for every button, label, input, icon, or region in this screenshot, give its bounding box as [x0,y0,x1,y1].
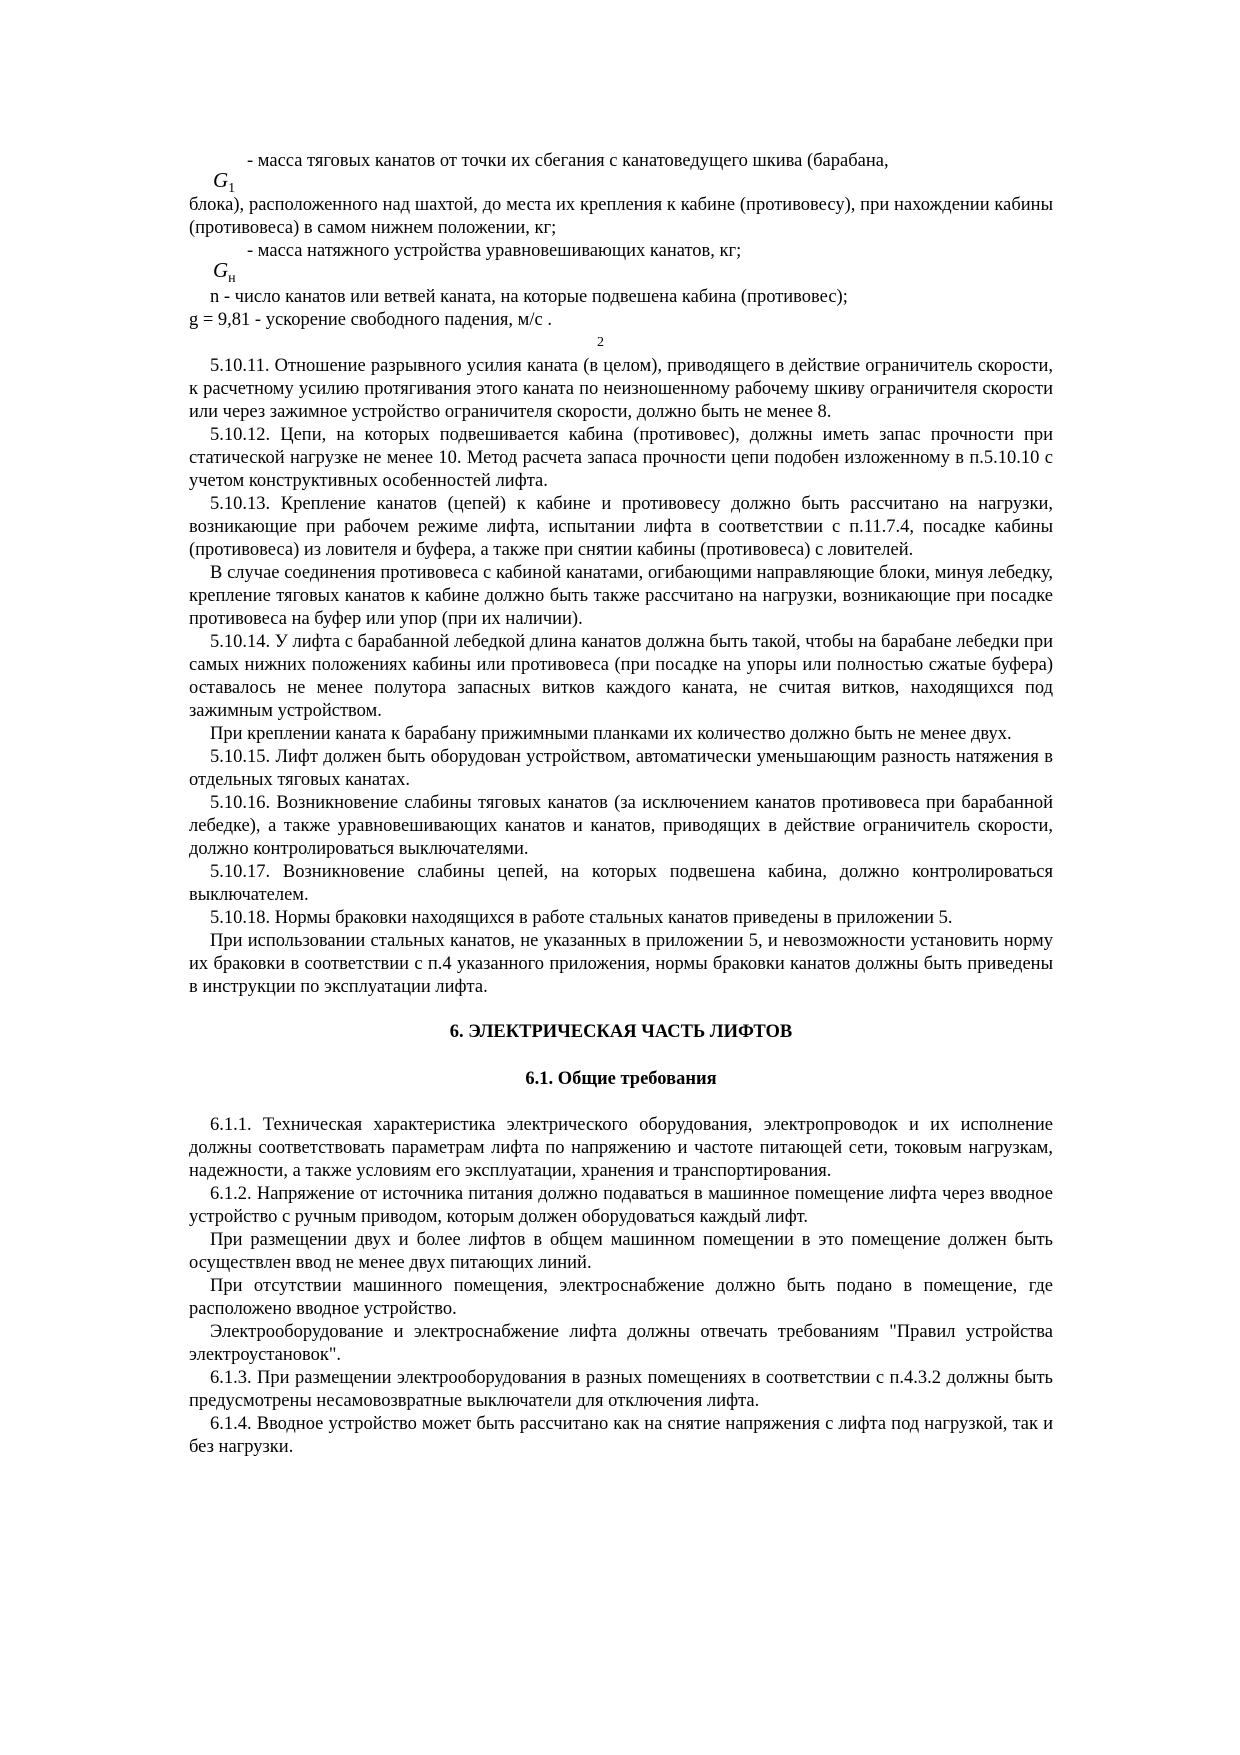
g-unit-exponent: 2 [597,335,604,350]
subsection-heading: 6.1. Общие требования [525,1069,717,1089]
paragraph-5-10-14: 5.10.14. У лифта с барабанной лебедкой длина канатов должна быть такой, чтобы на барабане лебедки при самых нижних положениях кабины или противовеса (при посадке на упоры или полностью сжатые буфера) оставалось не менее полутора запасных витков каждого каната, не считая витков, находящихся под зажимным устройством. [189,632,1053,721]
variable-gn-definition [189,240,1053,286]
g1-text-first: - масса тяговых канатов от точки их сбегания с канатоведущего шкива (барабана, [247,151,889,171]
paragraph-5-10-13-cont: В случае соединения противовеса с кабиной канатами, огибающими направляющие блоки, минуя лебедку, крепление тяговых канатов к кабине должно быть также рассчитано на нагрузки, возникающие при посадке противовеса на буфер или упор (при их наличии). [189,563,1053,629]
section-heading: 6. ЭЛЕКТРИЧЕСКАЯ ЧАСТЬ ЛИФТОВ [449,1022,793,1042]
paragraph-6-1-2-cont-2: При отсутствии машинного помещения, электроснабжение должно быть подано в помещение, где расположено вводное устройство. [189,1276,1053,1319]
paragraph-6-1-4: 6.1.4. Вводное устройство может быть рассчитано как на снятие напряжения с лифта под нагрузкой, так и без нагрузки. [189,1414,1053,1457]
g-definition: g = 9,81 - ускорение свободного падения, м/с . 2 [189,309,1053,332]
gn-symbol: $G_н$ [213,258,236,286]
variable-g1-definition [189,150,1053,196]
paragraph-5-10-15: 5.10.15. Лифт должен быть оборудован устройством, автоматически уменьшающим разность натяжения в отдельных тяговых канатах. [189,747,1053,790]
paragraph-6-1-3: 6.1.3. При размещении электрооборудования в разных помещениях в соответствии с п.4.3.2 должны быть предусмотрены несамовозвратные выключатели для отключения лифта. [189,1368,1053,1411]
paragraph-5-10-17: 5.10.17. Возникновение слабины цепей, на которых подвешена кабина, должно контролироваться выключателем. [189,862,1053,905]
paragraph-5-10-12: 5.10.12. Цепи, на которых подвешивается кабина (противовес), должны иметь запас прочности при статической нагрузке не менее 10. Метод расчета запаса прочности цепи подобен изложенному в п.5.10.10 с учетом конструктивных особенностей лифта. [189,425,1053,491]
paragraph-5-10-14-cont: При креплении каната к барабану прижимными планками их количество должно быть не менее двух. [210,724,1012,744]
paragraph-5-10-13: 5.10.13. Крепление канатов (цепей) к кабине и противовесу должно быть рассчитано на нагрузки, возникающие при рабочем режиме лифта, испытании лифта в соответствии с п.11.7.4, посадке кабины (противовеса) из ловителя и буфера, а также при снятии кабины (противовеса) с ловителей. [189,494,1053,560]
paragraph-5-10-16: 5.10.16. Возникновение слабины тяговых канатов (за исключением канатов противовеса при барабанной лебедке), а также уравновешивающих канатов и канатов, приводящих в действие ограничитель скорости, должно контролироваться выключателями. [189,793,1053,859]
paragraph-6-1-2: 6.1.2. Напряжение от источника питания должно подаваться в машинное помещение лифта через вводное устройство с ручным приводом, которым должен оборудоваться каждый лифт. [189,1184,1053,1227]
paragraph-6-1-1: 6.1.1. Техническая характеристика электрического оборудования, электропроводок и их исполнение должны соответствовать параметрам лифта по напряжению и частоте питающей сети, токовым нагрузкам, надежности, а также условиям его эксплуатации, хранения и транспортирования. [189,1115,1053,1181]
document-page [189,150,1053,1459]
paragraph-5-10-18: 5.10.18. Нормы браковки находящихся в работе стальных канатов приведены в приложении 5. [210,908,953,928]
gn-text: - масса натяжного устройства уравновешивающих канатов, кг; [247,241,742,261]
paragraph-5-10-11: 5.10.11. Отношение разрывного усилия каната (в целом), приводящего в действие ограничитель скорости, к расчетному усилию протягивания этого каната по неизношенному рабочему шкиву ограничителя скорости или через зажимное устройство ограничителя скорости, должно быть не менее 8. [189,356,1053,422]
n-definition: n - число канатов или ветвей каната, на которые подвешена кабина (противовес); [210,287,848,307]
paragraph-6-1-2-cont-3: Электрооборудование и электроснабжение лифта должны отвечать требованиям "Правил устройства электроустановок". [189,1322,1053,1365]
g1-text-rest: блока), расположенного над шахтой, до места их крепления к кабине (противовесу), при нахождении кабины (противовеса) в самом нижнем положении, кг; [189,195,1053,238]
g1-symbol: $G_1$ [213,168,236,196]
paragraph-5-10-18-cont: При использовании стальных канатов, не указанных в приложении 5, и невозможности установить норму их браковки в соответствии с п.4 указанного приложения, нормы браковки канатов должны быть приведены в инструкции по эксплуатации лифта. [189,931,1053,997]
paragraph-6-1-2-cont-1: При размещении двух и более лифтов в общем машинном помещении в это помещение должен быть осуществлен ввод не менее двух питающих линий. [189,1230,1053,1273]
